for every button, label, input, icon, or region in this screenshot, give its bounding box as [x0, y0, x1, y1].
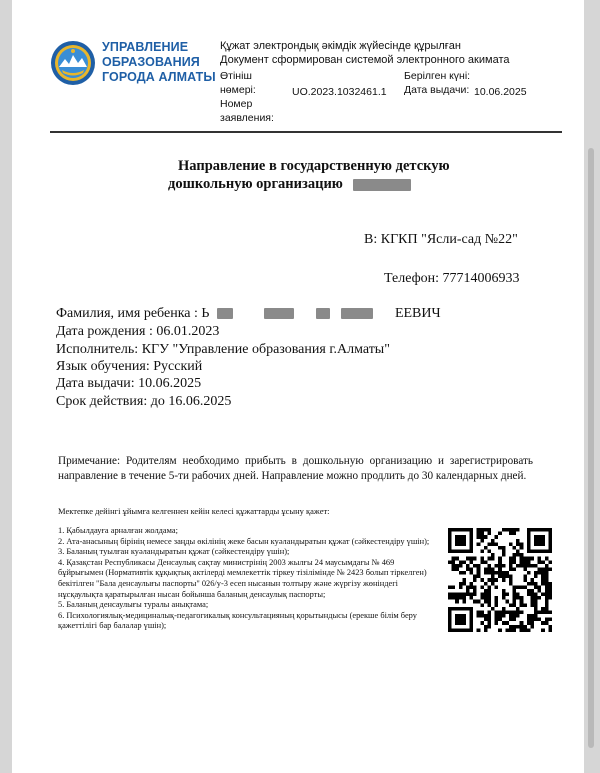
title-line2-text: дошкольную организацию — [168, 176, 343, 192]
docs-item: 6. Психологиялық-медициналық-педагогикалық консультацияның қорытындысы (ерекше білім беру қажеттілігі бар балалар үшін); — [58, 610, 417, 631]
docs-item: 3. Баланың туылған куәландыратын құжат (сәйкестендіру үшін); — [58, 547, 290, 557]
qr-code — [448, 528, 552, 632]
phone: Телефон: 77714006933 — [384, 271, 520, 286]
redacted-block — [217, 308, 233, 319]
number-value: UO.2023.1032461.1 — [292, 86, 387, 98]
recipient: В: КГКП "Ясли-сад №22" — [364, 232, 518, 247]
redacted-block — [264, 308, 294, 319]
redacted-block — [341, 308, 373, 319]
docs-item: 1. Қабылдауға арналған жолдама; — [58, 526, 178, 535]
almaty-emblem-icon — [50, 40, 96, 86]
title-line2 — [168, 176, 411, 193]
language: Язык обучения: Русский — [56, 359, 203, 374]
title-line1: Направление в государственную детскую — [178, 158, 450, 174]
docs-item: 2. Ата-анасының бірінің немесе заңды өкілінің жеке басын куәландыратын құжат (сәйкестендіру үшін); — [58, 536, 430, 546]
org-name — [102, 40, 222, 85]
docs-item: 4. Қазақстан Республикасы Денсаулық сақтау министрінің 2003 жылғы 24 маусымдағы № 469 бұйрығымен (Нормативтік құқықтық актілерді мемлекеттік тіркеу тізілімінде № 2423 болып тіркелген) бекітілген "Бала денсаулығы паспорты" 026/у-3 есеп нысанын толтыру және жүргізу жөніндегі нұсқаулықта қаратырылған нысан бойынша баланың денсаулық паспорты; — [58, 557, 427, 599]
date-label: Берілген күні: Дата выдачи: — [404, 70, 471, 96]
system-ru: Документ сформирован системой электронного акимата — [220, 54, 510, 66]
org-name-line1: УПРАВЛЕНИЕ — [102, 40, 189, 54]
child-name-row — [56, 306, 441, 322]
executor: Исполнитель: КГУ "Управление образования г.Алматы" — [56, 342, 390, 357]
child-name-suffix: ЕЕВИЧ — [394, 306, 441, 321]
child-name-label: Фамилия, имя ребенка : Ь — [56, 306, 210, 321]
org-name-line2: ОБРАЗОВАНИЯ — [102, 55, 200, 69]
validity: Срок действия: до 16.06.2025 — [56, 394, 232, 409]
scrollbar[interactable] — [588, 148, 594, 748]
birth-date: Дата рождения : 06.01.2023 — [56, 324, 220, 339]
issue-date: Дата выдачи: 10.06.2025 — [56, 376, 202, 391]
docs-list — [58, 526, 436, 632]
redacted-block — [353, 179, 411, 191]
number-label: Өтініш нөмері: Номер заявления: — [220, 70, 274, 124]
docs-title: Мектепке дейінгі ұйымға келгеннен кейін келесі құжаттарды ұсыну қажет: — [58, 506, 330, 516]
date-value: 10.06.2025 — [474, 86, 527, 98]
system-kz: Құжат электрондық әкімдік жүйесінде құрылған — [220, 40, 461, 52]
header-divider — [50, 131, 562, 133]
docs-item: 5. Баланың денсаулығы туралы анықтама; — [58, 600, 209, 610]
redacted-block — [316, 308, 330, 319]
note-paragraph: Примечание: Родителям необходимо прибыть в дошкольную организацию и зарегистрировать направление в течение 5-ти рабочих дней. Направление можно продлить до 30 календарных дней. — [58, 455, 533, 482]
org-name-line3: ГОРОДА АЛМАТЫ — [102, 70, 216, 84]
